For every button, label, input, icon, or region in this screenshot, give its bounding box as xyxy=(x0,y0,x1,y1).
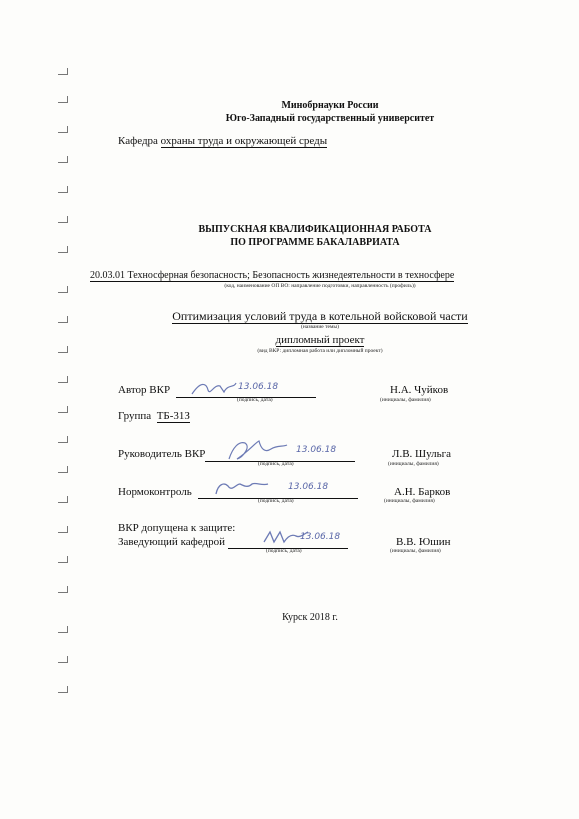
head-sign-caption: (подпись, дата) xyxy=(266,548,302,554)
work-title-line1: ВЫПУСКНАЯ КВАЛИФИКАЦИОННАЯ РАБОТА xyxy=(198,224,432,235)
work-type-caption: (вид ВКР: дипломная работа или дипломный проект) xyxy=(257,348,383,354)
city-year: Курск 2018 г. xyxy=(282,612,338,623)
supervisor-name: Л.В. Шульга xyxy=(392,448,452,460)
department-name: охраны труда и окружающей среды xyxy=(160,135,328,147)
head-handwritten-date: 13.06.18 xyxy=(300,532,341,542)
head-name: В.В. Юшин xyxy=(396,536,451,548)
normcontrol-label: Нормоконтроль xyxy=(118,486,192,498)
program xyxy=(90,270,454,281)
topic-value: Оптимизация условий труда в котельной войсковой части xyxy=(172,309,468,323)
topic-caption: (название темы) xyxy=(301,324,339,330)
topic xyxy=(110,309,530,324)
ministry-name: Минобрнауки России xyxy=(281,100,379,111)
head-name-caption: (инициалы, фамилия) xyxy=(390,548,441,554)
author-label: Автор ВКР xyxy=(118,384,171,396)
author-name-caption: (инициалы, фамилия) xyxy=(380,397,431,403)
admission-text: ВКР допущена к защите: xyxy=(118,522,236,534)
work-type-value: дипломный проект xyxy=(275,334,365,346)
work-title-line2: ПО ПРОГРАММЕ БАКАЛАВРИАТА xyxy=(230,237,400,248)
author-sign-caption: (подпись, дата) xyxy=(237,397,273,403)
supervisor-label: Руководитель ВКР xyxy=(118,448,206,460)
program-value: 20.03.01 Техносферная безопасность; Безопасность жизнедеятельности в техносфере xyxy=(90,270,455,281)
normcontrol-name-caption: (инициалы, фамилия) xyxy=(384,498,435,504)
supervisor-signature xyxy=(225,437,295,463)
program-caption: (код, наименование ОП ВО: направление подготовки, направленность (профиль)) xyxy=(224,283,416,289)
group-value: ТБ-31З xyxy=(156,410,190,422)
supervisor-sign-caption: (подпись, дата) xyxy=(258,461,294,467)
supervisor-handwritten-date: 13.06.18 xyxy=(296,445,337,455)
department xyxy=(118,135,327,147)
group-label: Группа xyxy=(118,410,152,422)
head-of-department-label: Заведующий кафедрой xyxy=(118,536,225,548)
department-prefix: Кафедра xyxy=(118,135,161,147)
normcontrol-handwritten-date: 13.06.18 xyxy=(288,482,329,492)
author-handwritten-date: 13.06.18 xyxy=(238,382,279,392)
normcontrol-name: А.Н. Барков xyxy=(394,486,451,498)
author-name: Н.А. Чуйков xyxy=(390,384,449,396)
normcontrol-sign-caption: (подпись, дата) xyxy=(258,498,294,504)
work-type xyxy=(220,334,420,346)
university-name: Юго-Западный государственный университет xyxy=(225,113,435,124)
group xyxy=(118,410,190,422)
supervisor-name-caption: (инициалы, фамилия) xyxy=(388,461,439,467)
normcontrol-signature xyxy=(212,478,272,498)
